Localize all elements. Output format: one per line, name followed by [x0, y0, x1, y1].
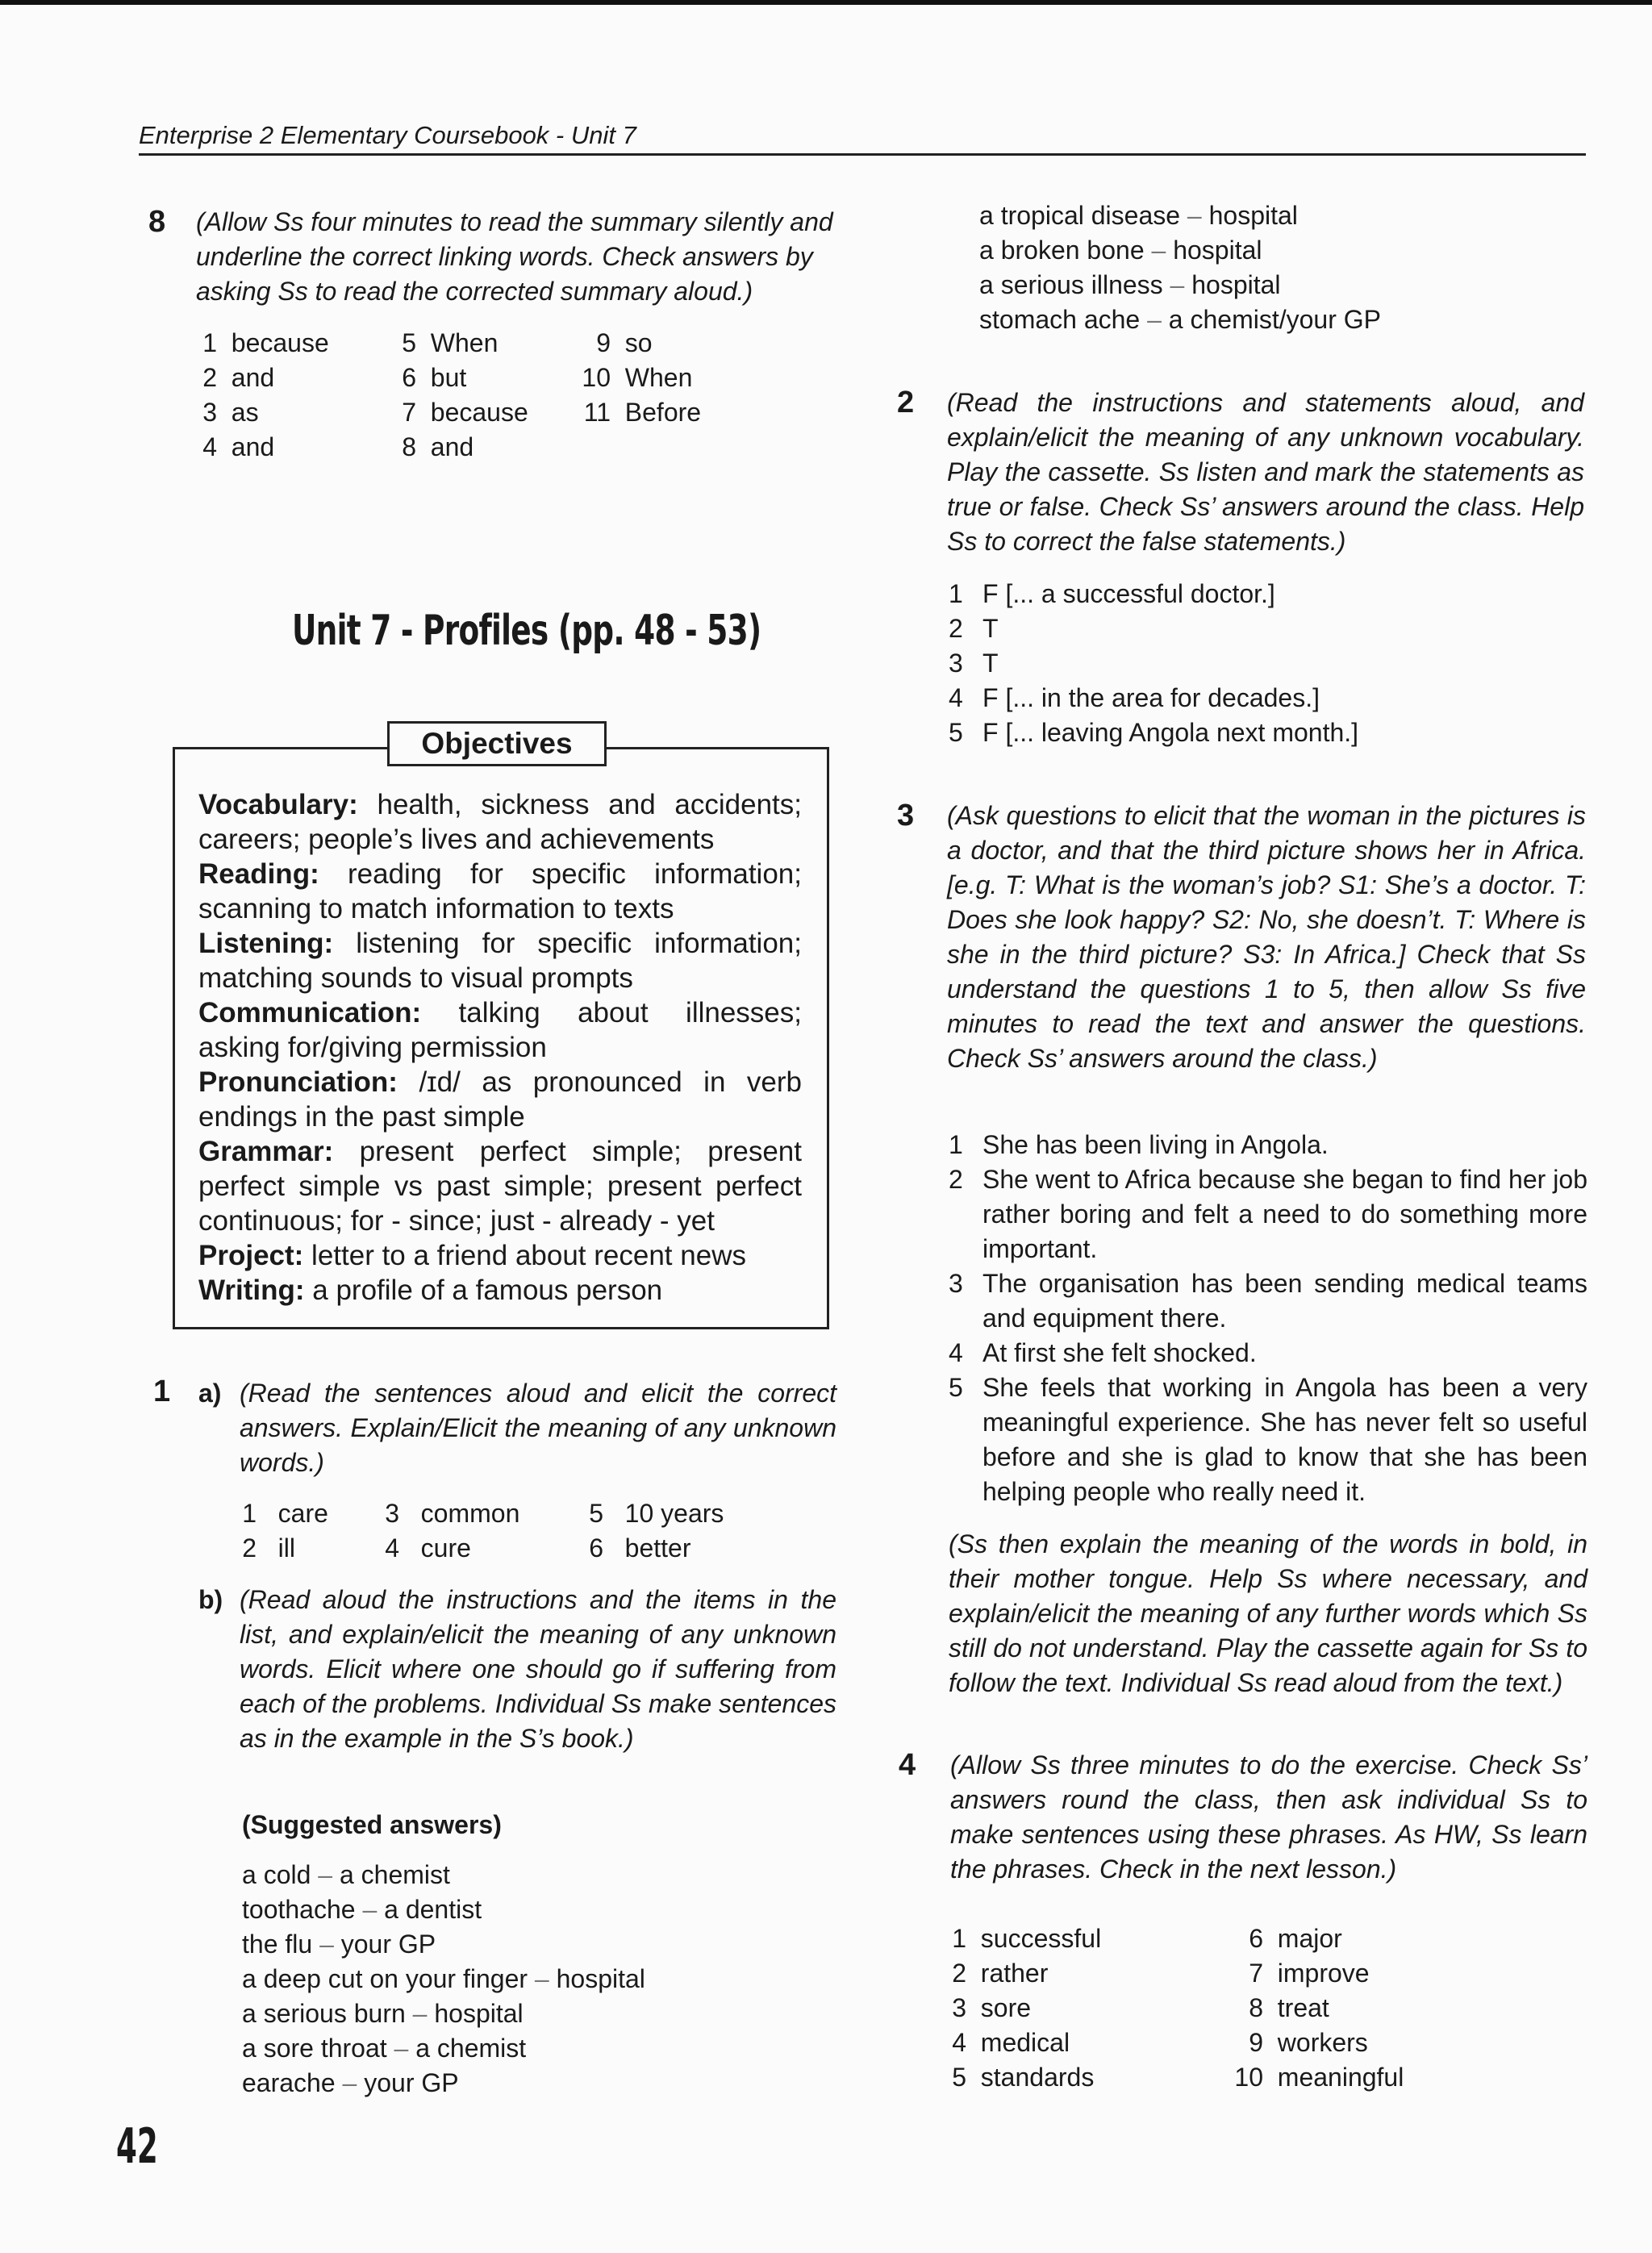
objective-pronunciation: Pronunciation: /ɪd/ as pronounced in verb endings in the past simple: [198, 1066, 802, 1133]
ex8-answer-7: 7 because: [402, 398, 528, 427]
unit-title: Unit 7 - Profiles (pp. 48 - 53): [292, 607, 761, 655]
ex8-answer-1: 1 because: [202, 328, 329, 357]
suggested-item: a serious burn – hospital: [242, 1999, 524, 2028]
ex4-answer-2: 2 rather: [952, 1959, 1049, 1988]
ex1a-answer-3: 3 common: [385, 1499, 520, 1528]
ex1-number: 1: [153, 1375, 171, 1408]
ex8-answer-6: 6 but: [402, 363, 467, 392]
ex2-number: 2: [897, 386, 915, 419]
ex1a-answer-6: 6 better: [589, 1533, 691, 1562]
ex4-answer-7: 7 improve: [1249, 1959, 1370, 1988]
objective-reading: Reading: reading for specific information; scanning to match information to texts: [198, 858, 802, 924]
ex8-answer-3: 3 as: [202, 398, 259, 427]
ex1a-instruction: (Read the sentences aloud and elicit the correct answers. Explain/Elicit the meaning of any unknown words.): [240, 1379, 836, 1477]
suggested-item: a tropical disease – hospital: [979, 201, 1298, 230]
ex3-instruction: (Ask questions to elicit that the woman in the pictures is a doctor, and that the third picture shows her in Africa. [e.g. T: What is the woman’s job? S1: She’s a doctor. T: Does she look happy? S2: No, she doesn’t. T: Where is she in the third picture? S3: In Africa.] Check that Ss understand the questions 1 to 5, then allow Ss five minutes to read the text and answer the questions. Check Ss’ answers around the class.): [947, 801, 1586, 1073]
ex4-answer-4: 4 medical: [952, 2028, 1070, 2057]
ex4-answer-9: 9 workers: [1249, 2028, 1368, 2057]
ex8-answer-8: 8 and: [402, 432, 474, 461]
header-rule: [139, 153, 1586, 156]
page-number: 42: [116, 2118, 158, 2175]
ex1a-answer-1: 1 care: [242, 1499, 328, 1528]
ex3-answer: 2 She went to Africa because she began to find her job rather boring and felt a need to do something more important.: [949, 1165, 1587, 1263]
ex4-answer-10: 10 meaningful: [1234, 2063, 1404, 2092]
ex3-followup: (Ss then explain the meaning of the words in bold, in their mother tongue. Help Ss where necessary, and explain/elicit the meaning of any further words which Ss still do not understand. Play the cassette again for Ss to follow the text. Individual Ss read aloud from the text.): [949, 1529, 1587, 1697]
ex3-number: 3: [897, 799, 915, 832]
objective-vocabulary: Vocabulary: health, sickness and accidents; careers; people’s lives and achievements: [198, 789, 802, 855]
ex4-instruction: (Allow Ss three minutes to do the exercise. Check Ss’ answers round the class, then ask individual Ss to make sentences using these phrases. As HW, Ss learn the phrases. Check in the next lesson.): [950, 1750, 1587, 1884]
ex4-answer-1: 1 successful: [952, 1924, 1102, 1953]
ex8-number: 8: [148, 205, 166, 239]
ex8-answer-4: 4 and: [202, 432, 275, 461]
ex1a-answer-5: 5 10 years: [589, 1499, 724, 1528]
suggested-item: toothache – a dentist: [242, 1895, 482, 1924]
objective-communication: Communication: talking about illnesses; asking for/giving permission: [198, 997, 802, 1063]
ex2-answer: 5 F [... leaving Angola next month.]: [949, 718, 1359, 747]
ex4-answer-5: 5 standards: [952, 2063, 1095, 2092]
suggested-item: the flu – your GP: [242, 1930, 436, 1959]
suggested-item: a serious illness – hospital: [979, 270, 1281, 299]
ex4-number: 4: [899, 1748, 916, 1782]
ex1a-answer-2: 2 ill: [242, 1533, 295, 1562]
objective-project: Project: letter to a friend about recent news: [198, 1240, 746, 1271]
ex1b-label: b): [198, 1585, 223, 1614]
suggested-item: a deep cut on your finger – hospital: [242, 1964, 645, 1993]
ex3-answer: 4 At first she felt shocked.: [949, 1338, 1257, 1367]
objective-grammar: Grammar: present perfect simple; present perfect simple vs past simple; present perfect continuous; for - since; just - already - yet: [198, 1136, 802, 1237]
ex2-answer: 3 T: [949, 649, 999, 678]
ex4-answer-6: 6 major: [1249, 1924, 1342, 1953]
ex3-answer: 3 The organisation has been sending medical teams and equipment there.: [949, 1269, 1587, 1333]
ex1a-answer-4: 4 cure: [385, 1533, 471, 1562]
ex2-answer: 1 F [... a successful doctor.]: [949, 579, 1275, 608]
ex8-answer-10: 10 When: [582, 363, 693, 392]
ex8-instruction: (Allow Ss four minutes to read the summary silently and underline the correct linking words. Check answers by asking Ss to read the corrected summary aloud.): [196, 207, 833, 306]
ex2-instruction: (Read the instructions and statements aloud, and explain/elicit the meaning of any unknown vocabulary. Play the cassette. Ss listen and mark the statements as true or false. Check Ss’ answers around the class. Help Ss to correct the false statements.): [947, 388, 1584, 556]
running-header: Enterprise 2 Elementary Coursebook - Unit 7: [139, 121, 636, 149]
suggested-item: earache – your GP: [242, 2068, 459, 2097]
ex8-answer-2: 2 and: [202, 363, 275, 392]
suggested-item: a cold – a chemist: [242, 1860, 450, 1889]
ex8-answer-9: 9 so: [596, 328, 653, 357]
ex4-answer-3: 3 sore: [952, 1993, 1032, 2022]
suggested-answers-label: (Suggested answers): [242, 1810, 502, 1839]
ex8-answer-5: 5 When: [402, 328, 499, 357]
objective-writing: Writing: a profile of a famous person: [198, 1275, 663, 1306]
ex3-answer: 5 She feels that working in Angola has been a very meaningful experience. She has never felt so useful before and she is glad to know that she has been helping people who really need it.: [949, 1373, 1587, 1506]
page-top-edge: [0, 0, 1652, 5]
objectives-label: Objectives: [387, 721, 607, 766]
ex3-answer: 1 She has been living in Angola.: [949, 1130, 1329, 1159]
suggested-answers-list: [242, 1858, 645, 2101]
suggested-answers-list-continued: [979, 198, 1381, 337]
objective-listening: Listening: listening for specific information; matching sounds to visual prompts: [198, 928, 802, 994]
ex2-answer: 2 T: [949, 614, 999, 643]
objectives-list: [198, 787, 802, 1308]
ex8-answer-11: 11 Before: [583, 398, 702, 427]
ex2-answers: [949, 577, 1578, 750]
ex3-answers: [949, 1128, 1587, 1509]
ex2-answer: 4 F [... in the area for decades.]: [949, 683, 1320, 712]
suggested-item: a broken bone – hospital: [979, 236, 1262, 265]
ex4-answer-8: 8 treat: [1249, 1993, 1329, 2022]
suggested-item: stomach ache – a chemist/your GP: [979, 305, 1381, 334]
suggested-item: a sore throat – a chemist: [242, 2034, 527, 2063]
ex1a-label: a): [198, 1379, 222, 1408]
ex1b-instruction: (Read aloud the instructions and the items in the list, and explain/elicit the meaning of any unknown words. Elicit where one should go if suffering from each of the problems. Individual Ss make sentences as in the example in the S’s book.): [240, 1585, 836, 1753]
